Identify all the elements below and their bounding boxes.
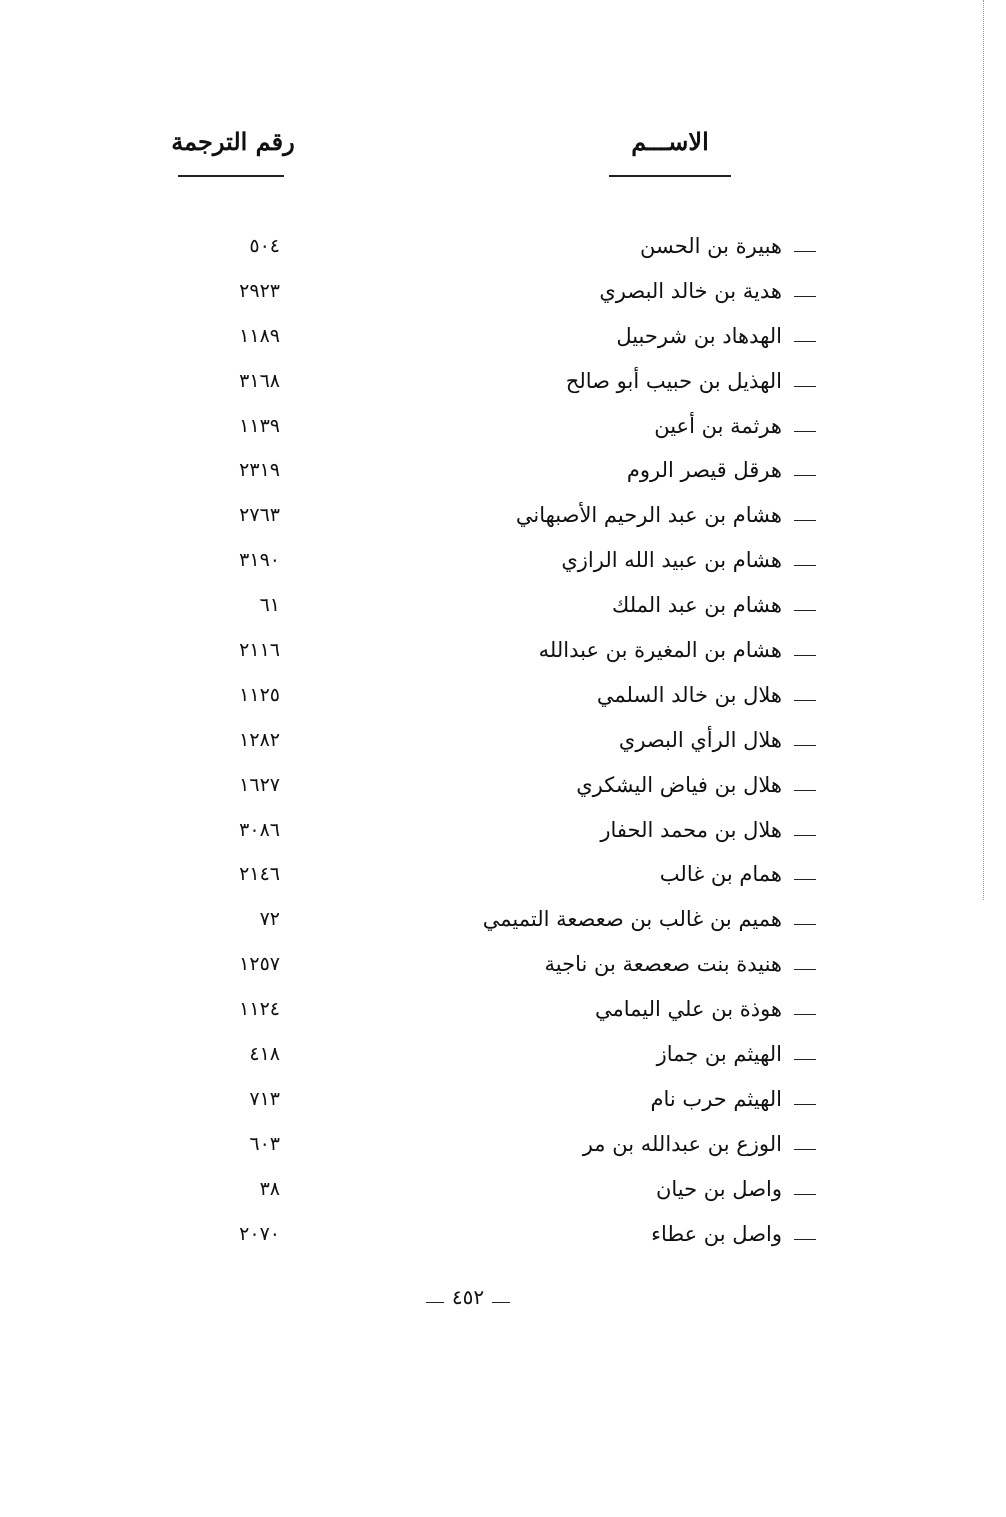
- entry-dash: [794, 745, 816, 746]
- entry-number: ٢٧٦٣: [239, 504, 280, 527]
- index-entry: [0, 451, 1006, 496]
- entry-dash: [794, 1149, 816, 1150]
- entry-number: ٢٠٧٠: [239, 1222, 280, 1245]
- entry-name: [651, 1080, 817, 1118]
- entry-dash: [794, 924, 816, 925]
- entry-dash: [794, 1014, 816, 1015]
- entry-name: [516, 496, 816, 534]
- entry-number: ٧٢: [259, 908, 280, 931]
- entry-number: ١١٢٤: [239, 998, 280, 1021]
- entry-number: ٦١: [259, 594, 280, 617]
- entry-name-text: هلال بن فياض اليشكري: [576, 772, 782, 797]
- index-entry: [0, 631, 1006, 676]
- entry-name-text: هلال بن محمد الحفار: [600, 817, 782, 842]
- index-entry: [0, 855, 1006, 900]
- entry-name: [619, 721, 816, 759]
- entry-name-text: هلال بن خالد السلمي: [596, 682, 782, 707]
- number-column-header: رقم الترجمة: [171, 127, 295, 156]
- name-header-underline: [609, 175, 731, 177]
- entry-number: ٦٠٣: [249, 1132, 280, 1155]
- entry-number: ١٢٨٢: [239, 728, 280, 751]
- entry-number: ٣٨: [259, 1177, 280, 1200]
- entry-dash: [794, 520, 816, 521]
- index-entry: [0, 541, 1006, 586]
- entry-name: [566, 362, 816, 400]
- entry-number: ٣٠٨٦: [239, 818, 280, 841]
- index-entry: [0, 676, 1006, 721]
- entry-name: [640, 227, 816, 265]
- entry-name: [539, 631, 816, 669]
- entry-name: [561, 541, 816, 579]
- footer-dash-right: [492, 1302, 510, 1303]
- index-entry: [0, 227, 1006, 272]
- entry-number: ١١٢٥: [239, 683, 280, 706]
- index-entry: [0, 272, 1006, 317]
- entry-name-text: الهيثم حرب نام: [650, 1086, 782, 1111]
- entry-number: ٤١٨: [249, 1043, 280, 1066]
- entry-name: [654, 407, 816, 445]
- entry-name: [651, 1215, 816, 1253]
- index-entry: [0, 317, 1006, 362]
- entry-name-text: واصل بن حيان: [655, 1176, 782, 1201]
- entry-number: ١٢٥٧: [239, 953, 280, 976]
- entry-name: [612, 586, 816, 624]
- entry-number: ١١٣٩: [239, 414, 280, 437]
- entry-name: [657, 1035, 816, 1073]
- index-entry: [0, 990, 1006, 1035]
- entry-name-text: هرثمة بن أعين: [654, 413, 782, 438]
- index-entry: [0, 1035, 1006, 1080]
- entry-number: ٢١٤٦: [239, 863, 280, 886]
- entry-name: [483, 900, 816, 938]
- entry-name-text: الهيثم بن جماز: [656, 1042, 782, 1067]
- page-number: ٤٥٢: [451, 1285, 485, 1309]
- index-entry: [0, 1215, 1006, 1260]
- entry-dash: [794, 296, 816, 297]
- entry-name: [616, 317, 816, 355]
- entry-dash: [794, 251, 816, 252]
- entry-name: [597, 676, 816, 714]
- entry-dash: [794, 879, 816, 880]
- entry-name: [599, 272, 816, 310]
- page-footer: [403, 1282, 533, 1312]
- entry-dash: [794, 655, 816, 656]
- entry-dash: [794, 700, 816, 701]
- entry-name-text: هرقل قيصر الروم: [626, 458, 782, 483]
- index-entry: [0, 1125, 1006, 1170]
- entry-dash: [794, 475, 816, 476]
- index-entry: [0, 362, 1006, 407]
- entry-name-text: هشام بن عبيد الله الرازي: [561, 548, 782, 573]
- entry-dash: [794, 1059, 816, 1060]
- name-column-header: الاســـم: [631, 127, 709, 156]
- entry-name-text: هشام بن عبد الرحيم الأصبهاني: [515, 503, 782, 528]
- entry-number: ١١٨٩: [239, 324, 280, 347]
- entry-name-text: هوذة بن علي اليمامي: [595, 997, 782, 1022]
- entry-name: [576, 766, 816, 804]
- entry-name-text: الهذيل بن حبيب أبو صالح: [565, 368, 782, 393]
- entry-name: [600, 811, 816, 849]
- entry-name-text: هلال الرأي البصري: [618, 727, 782, 752]
- entry-name-text: الوزع بن عبدالله بن مر: [582, 1131, 782, 1156]
- index-entry: [0, 721, 1006, 766]
- entry-number: ١٦٢٧: [239, 773, 280, 796]
- entry-name: [627, 451, 816, 489]
- entry-name-text: هبيرة بن الحسن: [639, 234, 782, 258]
- entry-number: ٧١٣: [249, 1087, 280, 1110]
- index-entry: [0, 407, 1006, 452]
- entry-dash: [794, 969, 816, 970]
- entry-name-text: همام بن غالب: [659, 862, 782, 887]
- entry-name-text: هشام بن المغيرة بن عبدالله: [538, 638, 782, 663]
- entry-dash: [794, 835, 816, 836]
- index-entry: [0, 586, 1006, 631]
- entry-number: ٢١١٦: [239, 639, 280, 662]
- entry-dash: [794, 1104, 816, 1105]
- index-entry: [0, 1080, 1006, 1125]
- entry-name-text: هدية بن خالد البصري: [599, 278, 782, 303]
- entry-dash: [794, 431, 816, 432]
- entry-dash: [794, 790, 816, 791]
- entry-name-text: واصل بن عطاء: [651, 1221, 782, 1246]
- entry-dash: [794, 386, 816, 387]
- entry-dash: [794, 610, 816, 611]
- entry-name: [660, 855, 816, 893]
- index-entry: [0, 1170, 1006, 1215]
- entry-name: [595, 990, 816, 1028]
- entry-number: ٣١٦٨: [239, 369, 280, 392]
- index-entries: [0, 227, 1006, 1259]
- index-entry: [0, 496, 1006, 541]
- entry-name: [656, 1170, 816, 1208]
- index-entry: [0, 766, 1006, 811]
- entry-name: [583, 1125, 816, 1163]
- entry-dash: [794, 565, 816, 566]
- entry-dash: [794, 1194, 816, 1195]
- index-entry: [0, 811, 1006, 856]
- entry-number: ٥٠٤: [249, 235, 280, 257]
- entry-dash: [794, 1239, 816, 1240]
- entry-name-text: هنيدة بنت صعصعة بن ناجية: [544, 952, 782, 977]
- index-entry: [0, 945, 1006, 990]
- footer-dash-left: [426, 1302, 444, 1303]
- entry-number: ٣١٩٠: [239, 549, 280, 572]
- entry-name-text: هشام بن عبد الملك: [612, 593, 782, 618]
- entry-dash: [794, 341, 816, 342]
- number-header-underline: [178, 175, 284, 177]
- entry-name-text: الهدهاد بن شرحبيل: [616, 323, 782, 348]
- entry-name: [545, 945, 817, 983]
- entry-number: ٢٣١٩: [239, 459, 280, 482]
- entry-name-text: هميم بن غالب بن صعصعة التميمي: [482, 907, 782, 932]
- index-entry: [0, 900, 1006, 945]
- entry-number: ٢٩٢٣: [239, 279, 280, 302]
